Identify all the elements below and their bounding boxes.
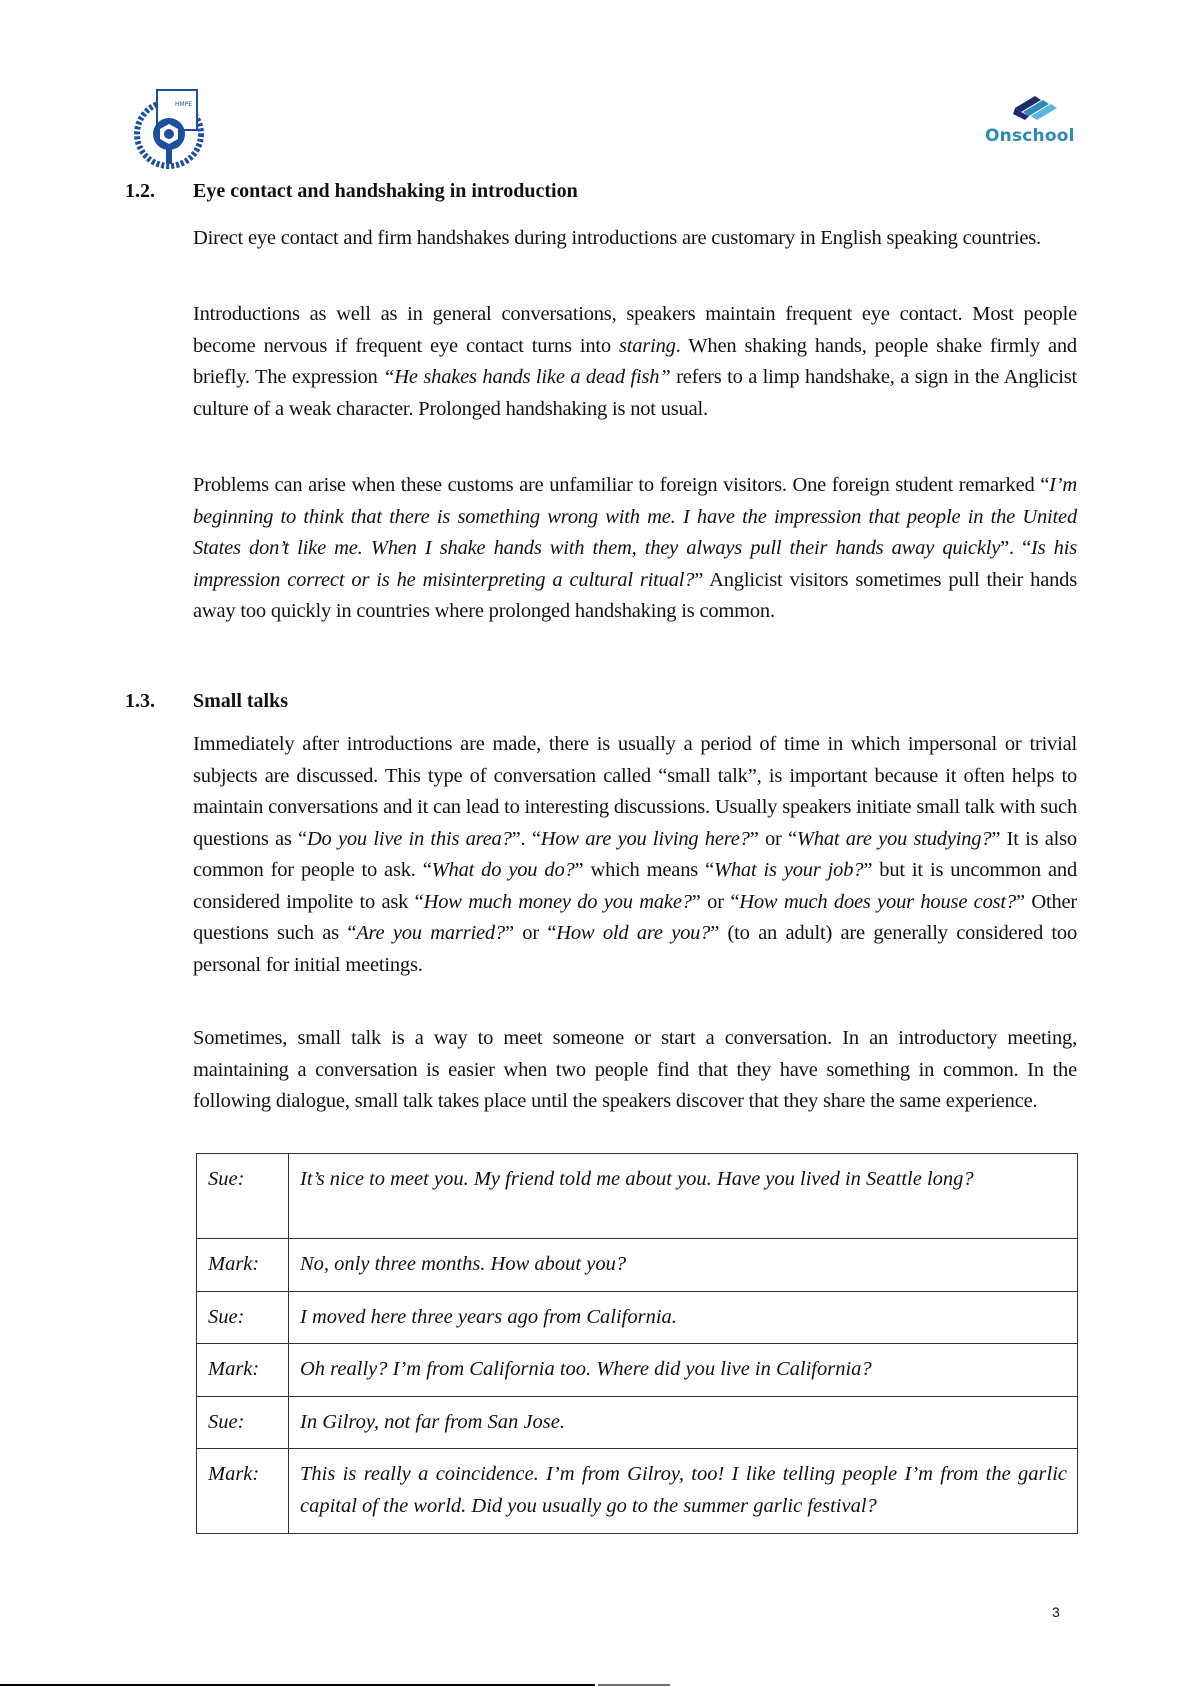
line-cell: No, only three months. How about you? (289, 1239, 1078, 1292)
italic-text: How much does your house cost? (739, 890, 1016, 913)
dialogue-row (197, 1154, 1078, 1239)
text: Introductions as well as in general conversations, speakers maintain frequent eye contact. Most people become nervous if frequent eye contact turns into (193, 303, 1077, 357)
italic-text: What do you do? (431, 859, 575, 881)
italic-text: “He shakes hands like a dead fish” (383, 366, 671, 388)
dialogue-row (197, 1449, 1078, 1534)
line-cell: Oh really? I’m from California too. Where did you live in California? (289, 1344, 1078, 1397)
section-title: Eye contact and handshaking in introduction (193, 180, 578, 202)
dialogue-row (197, 1344, 1078, 1397)
italic-text: Are you married? (356, 922, 505, 944)
section-number: 1.2. (125, 180, 155, 202)
text: ” but it is uncommon and considered impolite to ask “ (193, 859, 1077, 913)
italic-text: What are you studying? (796, 827, 992, 850)
section-title: Small talks (193, 690, 289, 712)
text: . When shaking hands, people shake firmly and briefly. The expression (193, 334, 1077, 388)
text: Sometimes, small talk is a way to meet someone or start a conversation. In an introductory meeting, maintaining a conversation is easier when two people find that they have something in common. In the following dialogue, small talk takes place until the speakers discover that they share the same experience. (193, 1027, 1077, 1112)
speaker-cell: Sue: (197, 1291, 289, 1344)
text: ”. “ (511, 827, 541, 850)
dialogue-table (196, 1153, 1078, 1534)
speaker-cell: Mark: (197, 1449, 289, 1534)
italic-text: staring (618, 334, 676, 357)
italic-text: What is your job? (713, 859, 864, 881)
italic-text: How old are you? (556, 922, 711, 944)
text: ” or “ (504, 922, 557, 944)
svg-text:HMPE: HMPE (175, 101, 193, 108)
university-emblem-logo (133, 88, 209, 170)
text: ” or “ (691, 890, 740, 913)
italic-text: How are you living here? (540, 827, 750, 850)
text: ” Other questions such as “ (193, 890, 1078, 944)
dialogue-row (197, 1291, 1078, 1344)
dialogue-row (197, 1239, 1078, 1292)
line-cell: In Gilroy, not far from San Jose. (289, 1396, 1078, 1449)
speaker-cell: Sue: (197, 1154, 289, 1239)
text: Problems can arise when these customs are unfamiliar to foreign visitors. One foreign student remarked “ (193, 474, 1050, 496)
onschool-logo-text: Onschool (985, 126, 1075, 146)
italic-text: I’m beginning to think that there is something wrong with me. I have the impression that people in the United States don’t like me. When I shake hands with them, they always pull their hands away quickly (193, 474, 1077, 559)
paragraph (193, 1023, 1077, 1118)
text: Direct eye contact and firm handshakes during introductions are customary in English speaking countries. (193, 227, 1041, 249)
section-number: 1.3. (125, 690, 155, 712)
paragraph (193, 223, 1077, 255)
dialogue-row (197, 1396, 1078, 1449)
line-cell: This is really a coincidence. I’m from Gilroy, too! I like telling people I’m from the garlic capital of the world. Did you usually go to the summer garlic festival? (289, 1449, 1078, 1534)
paragraph (193, 729, 1077, 981)
speaker-cell: Mark: (197, 1239, 289, 1292)
speaker-cell: Mark: (197, 1344, 289, 1397)
line-cell: It’s nice to meet you. My friend told me about you. Have you lived in Seattle long? (289, 1154, 1078, 1239)
page-number: 3 (1052, 1604, 1060, 1620)
paragraph (193, 470, 1077, 628)
italic-text: Is his impression correct or is he misinterpreting a cultural ritual? (193, 537, 1077, 591)
line-cell: I moved here three years ago from California. (289, 1291, 1078, 1344)
paragraph (193, 299, 1077, 425)
text: ” or “ (749, 827, 797, 850)
text: ” It is also common for people to ask. “ (193, 827, 1077, 881)
text: ” (to an adult) are generally considered too personal for initial meetings. (193, 922, 1078, 976)
text: refers to a limp handshake, a sign in the Anglicist culture of a weak character. Prolonged handshaking is not usual. (193, 366, 1077, 420)
text: ”. “ (1000, 537, 1032, 559)
text: Immediately after introductions are made, there is usually a period of time in which impersonal or trivial subjects are discussed. This type of conversation called “small talk”, is important because it often helps to maintain conversations and it can lead to interesting discussions. Usually speakers initiate small talk with such questions as “ (193, 733, 1077, 850)
text: ” which means “ (574, 859, 714, 881)
italic-text: How much money do you make? (423, 890, 692, 913)
italic-text: Do you live in this area? (306, 827, 512, 850)
speaker-cell: Sue: (197, 1396, 289, 1449)
text: ” Anglicist visitors sometimes pull their hands away too quickly in countries where prolonged handshaking is common. (193, 568, 1077, 622)
